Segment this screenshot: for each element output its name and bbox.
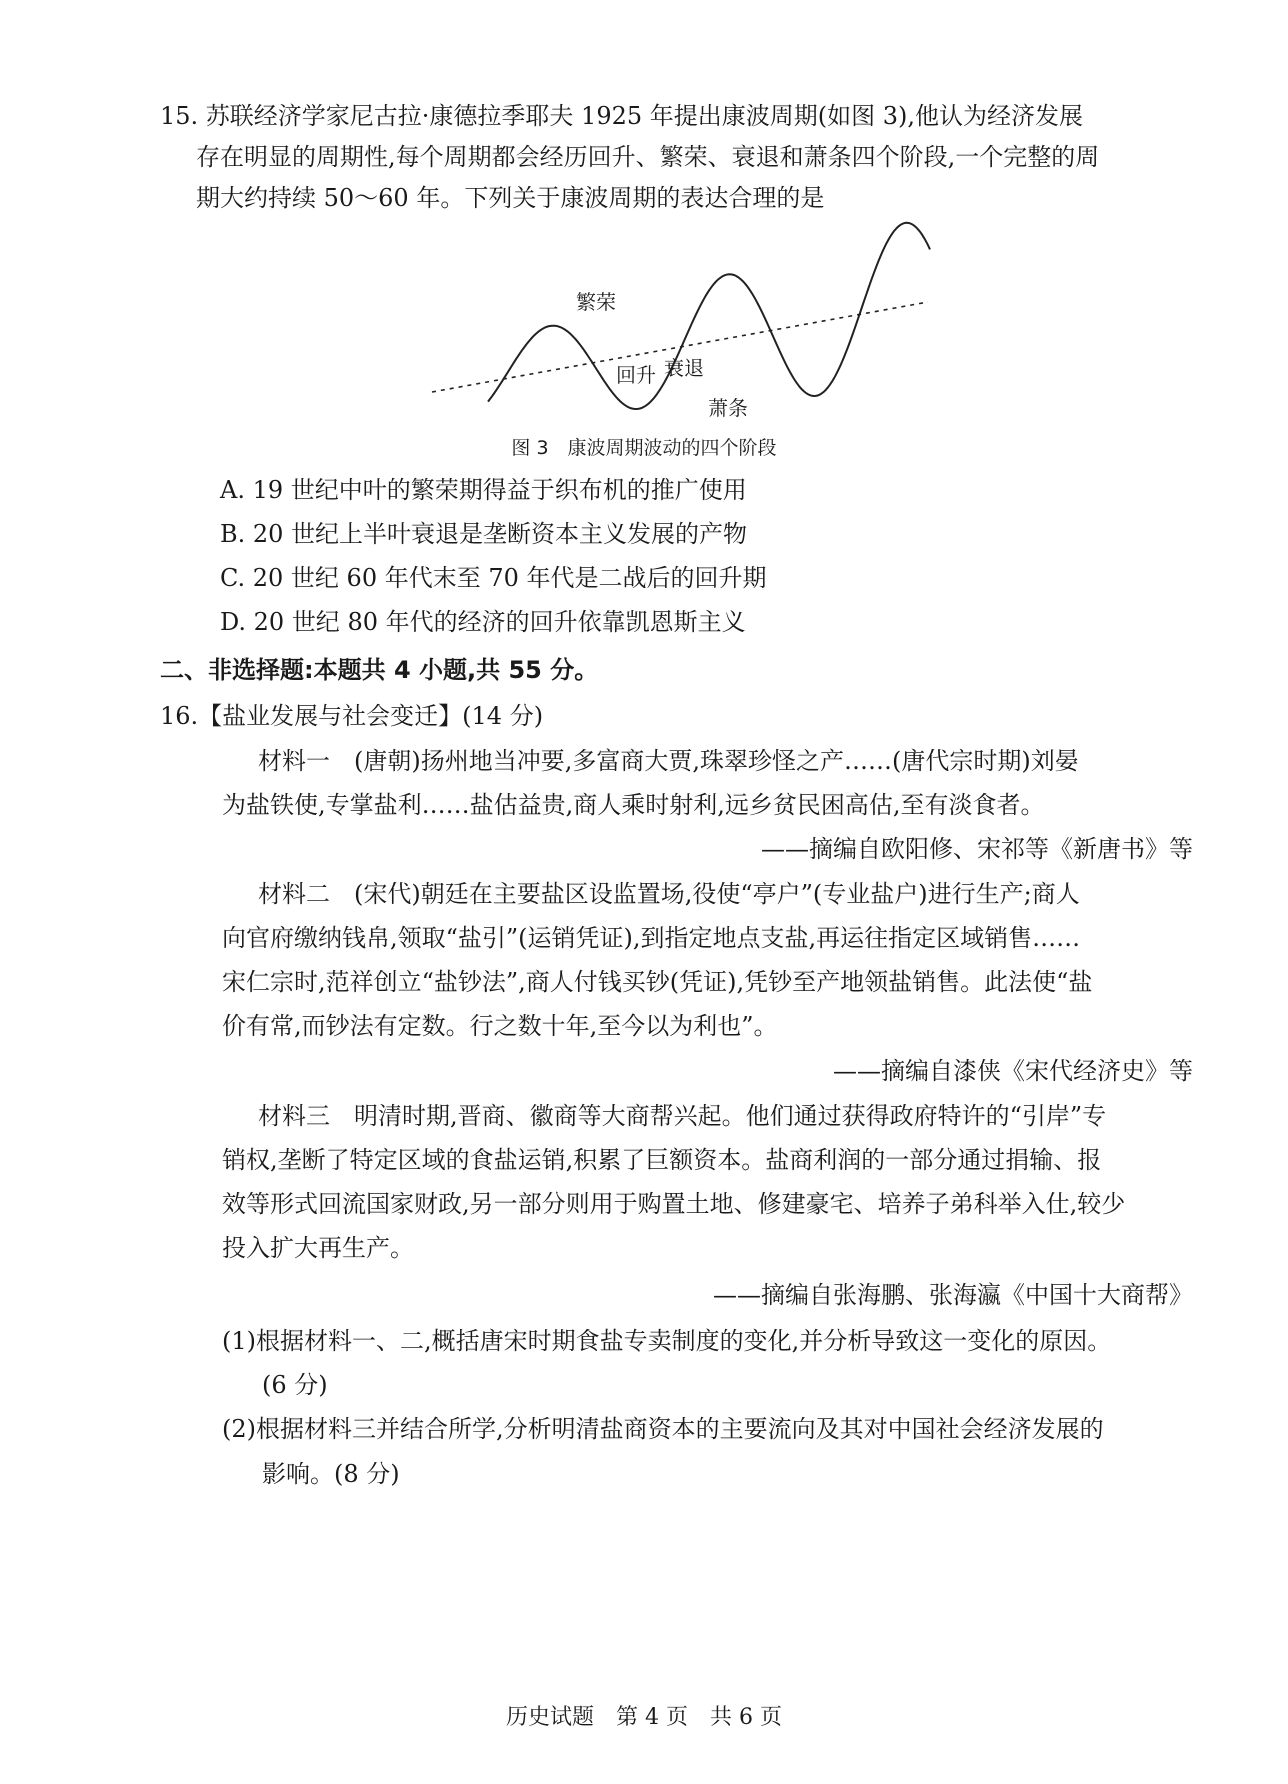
q16-material-3-line-4: 投入扩大再生产。 [222,1234,414,1262]
q15-stem-line-3: 期大约持续 50～60 年。下列关于康波周期的表达合理的是 [196,184,825,212]
label-depression: 萧条 [708,396,748,420]
q15-stem-line-1: 15. 苏联经济学家尼古拉·康德拉季耶夫 1925 年提出康波周期(如图 3),他认为经济发展 [160,102,1084,130]
q16-material-2-line-4: 价有常,而钞法有定数。行之数十年,至今以为利也”。 [222,1012,778,1040]
q15-option-a: A. 19 世纪中叶的繁荣期得益于织布机的推广使用 [220,476,747,504]
label-prosperity: 繁荣 [576,290,616,314]
cycle-wave-curve [488,223,930,409]
q15-option-b: B. 20 世纪上半叶衰退是垄断资本主义发展的产物 [220,520,748,548]
q16-subquestion-1-line-1: (1)根据材料一、二,概括唐宋时期食盐专卖制度的变化,并分析导致这一变化的原因。 [222,1327,1112,1355]
q16-material-1-source: ——摘编自欧阳修、宋祁等《新唐书》等 [761,835,1193,863]
q16-material-3-line-3: 效等形式回流国家财政,另一部分则用于购置土地、修建豪宅、培养子弟科举入仕,较少 [222,1190,1126,1218]
q15-stem-line-2: 存在明显的周期性,每个周期都会经历回升、繁荣、衰退和萧条四个阶段,一个完整的周 [196,143,1100,171]
q16-material-2-source: ——摘编自漆侠《宋代经济史》等 [833,1057,1193,1085]
q16-title: 16.【盐业发展与社会变迁】(14 分) [160,702,544,730]
label-recession: 衰退 [664,356,704,380]
q16-subquestion-2-line-1: (2)根据材料三并结合所学,分析明清盐商资本的主要流向及其对中国社会经济发展的 [222,1415,1104,1443]
q16-subquestion-2-line-2: 影响。(8 分) [262,1460,400,1488]
q15-option-d: D. 20 世纪 80 年代的经济的回升依靠凯恩斯主义 [220,608,746,636]
kondratiev-wave-figure [0,0,1288,460]
label-recovery: 回升 [616,363,656,387]
q16-material-2-line-3: 宋仁宗时,范祥创立“盐钞法”,商人付钱买钞(凭证),凭钞至产地领盐销售。此法使“盐 [222,968,1093,996]
q16-material-1-line-2: 为盐铁使,专掌盐利……盐估益贵,商人乘时射利,远乡贫民困高估,至有淡食者。 [222,791,1045,819]
q16-material-2-line-2: 向官府缴纳钱帛,领取“盐引”(运销凭证),到指定地点支盐,再运往指定区域销售…… [222,924,1081,952]
q16-material-3-line-2: 销权,垄断了特定区域的食盐运销,积累了巨额资本。盐商利润的一部分通过捐输、报 [222,1146,1102,1174]
q16-subquestion-1-points: (6 分) [262,1371,328,1399]
section-2-heading: 二、非选择题:本题共 4 小题,共 55 分。 [160,656,599,684]
q16-material-2-line-1: 材料二 (宋代)朝廷在主要盐区设监置场,役使“亭户”(专业盐户)进行生产;商人 [258,880,1080,908]
q15-option-c: C. 20 世纪 60 年代末至 70 年代是二战后的回升期 [220,564,767,592]
figure-caption: 图 3 康波周期波动的四个阶段 [511,437,777,459]
q16-material-1-line-1: 材料一 (唐朝)扬州地当冲要,多富商大贾,珠翠珍怪之产……(唐代宗时期)刘晏 [258,747,1079,775]
q16-material-3-line-1: 材料三 明清时期,晋商、徽商等大商帮兴起。他们通过获得政府特许的“引岸”专 [258,1102,1107,1130]
page-footer: 历史试题 第 4 页 共 6 页 [506,1705,782,1730]
q16-material-3-source: ——摘编自张海鹏、张海瀛《中国十大商帮》 [713,1281,1193,1309]
